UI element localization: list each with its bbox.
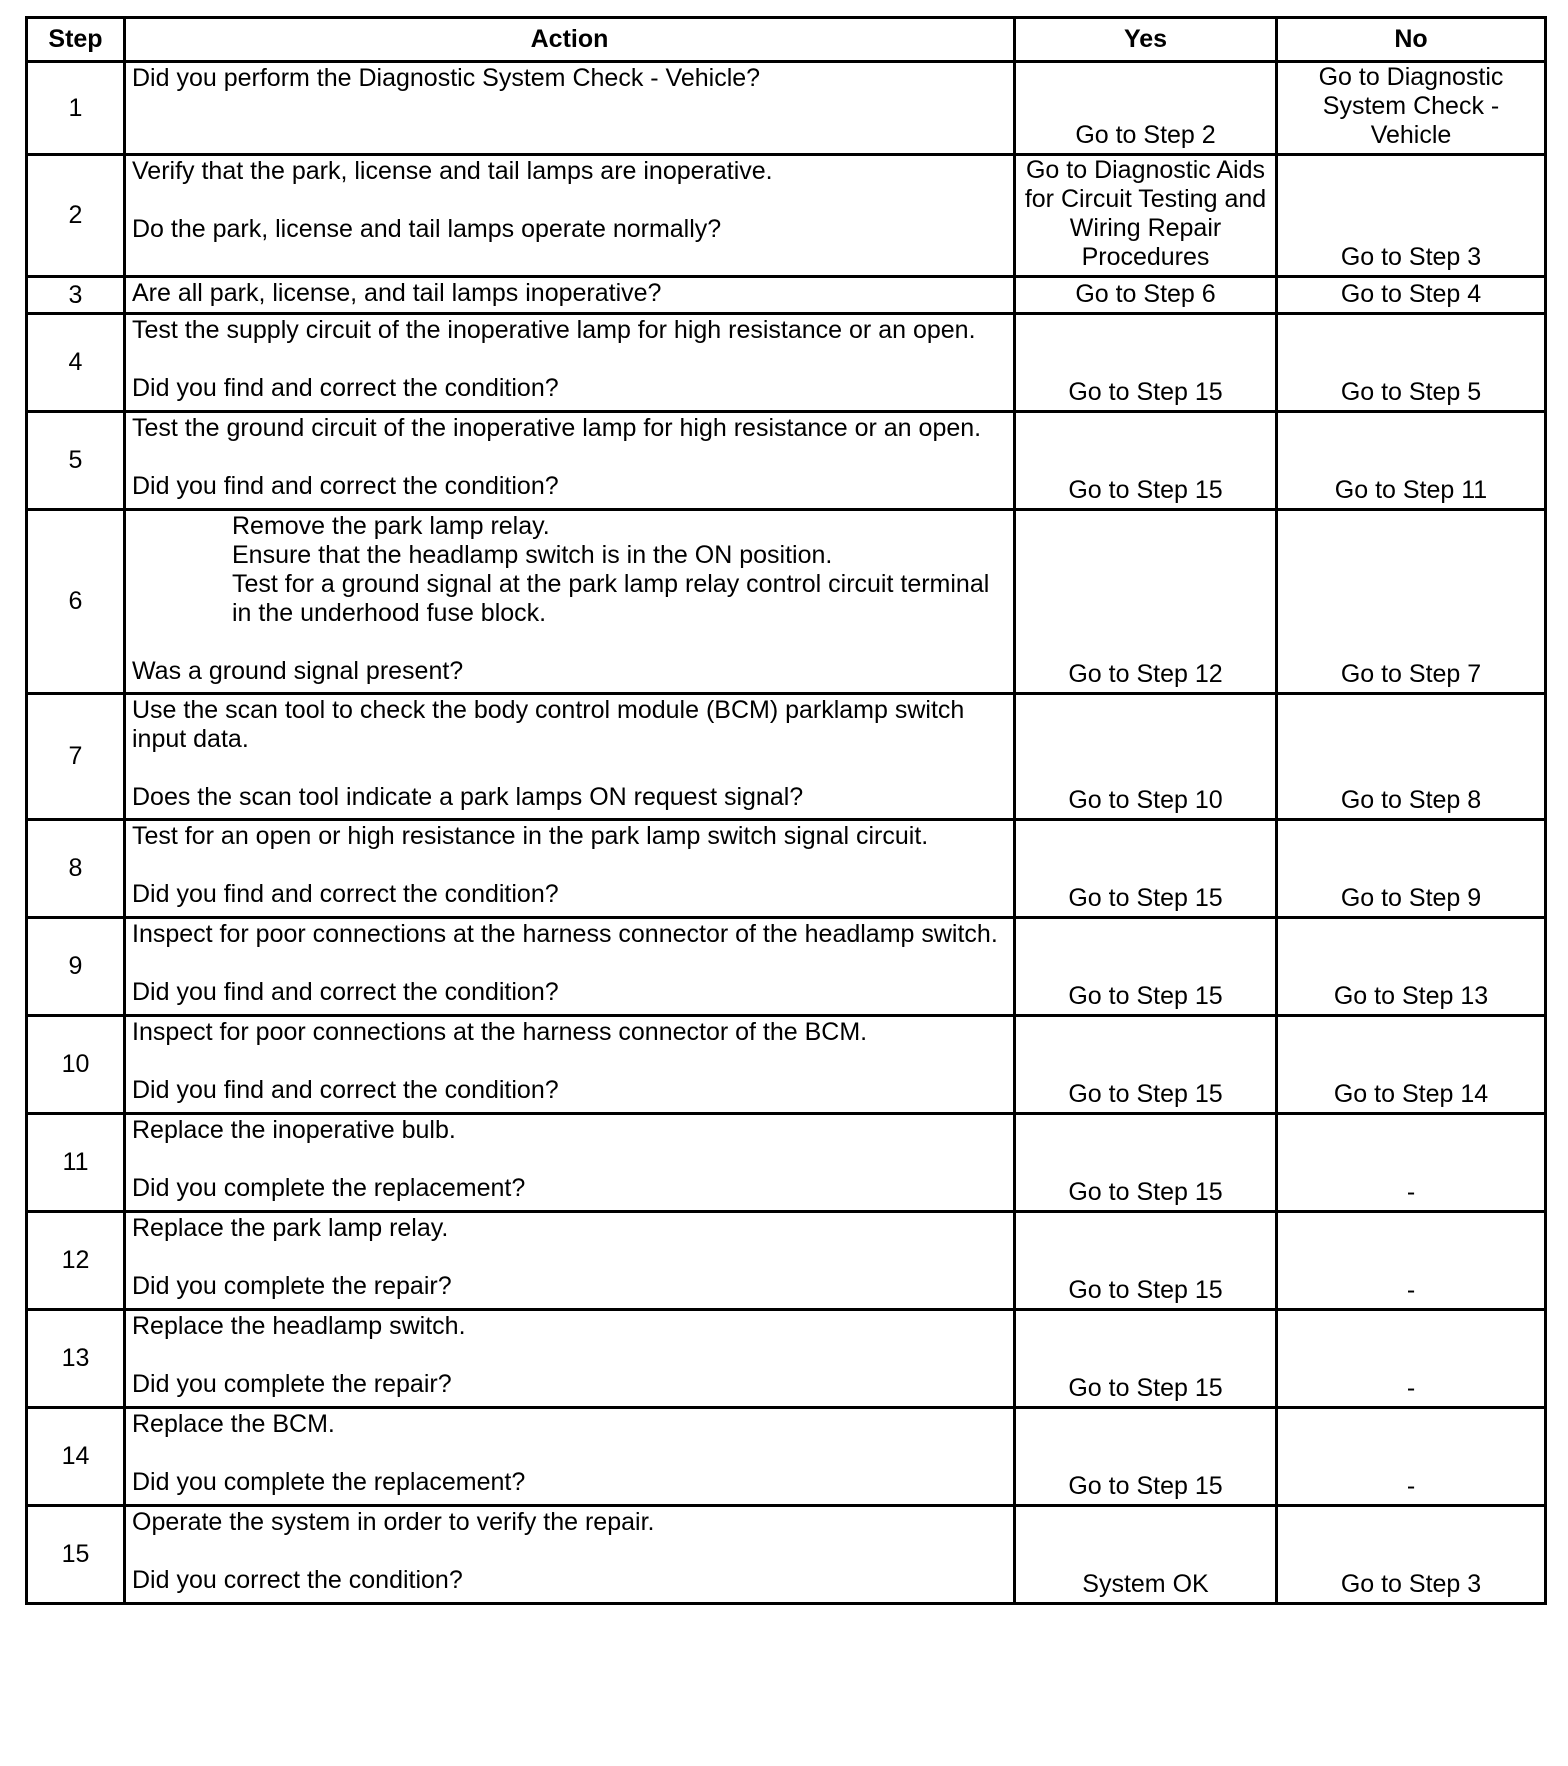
yes-cell: Go to Step 2 [1015, 62, 1277, 155]
table-row [27, 277, 1546, 314]
no-cell: Go to Step 5 [1277, 314, 1546, 412]
spacer [132, 1439, 1007, 1468]
step-number: 3 [27, 277, 125, 314]
step-number: 6 [27, 510, 125, 694]
action-text: Operate the system in order to verify the repair. [132, 1508, 655, 1536]
action-cell [125, 1212, 1015, 1310]
step-number: 11 [27, 1114, 125, 1212]
spacer [132, 949, 1007, 978]
spacer [132, 1047, 1007, 1076]
action-text: Inspect for poor connections at the harness connector of the headlamp switch. [132, 920, 998, 948]
spacer [132, 1537, 1007, 1566]
table-row [27, 1310, 1546, 1408]
yes-cell: Go to Diagnostic Aids for Circuit Testing and Wiring Repair Procedures [1015, 155, 1277, 277]
action-question: Did you find and correct the condition? [132, 978, 559, 1006]
yes-cell: Go to Step 15 [1015, 1016, 1277, 1114]
action-question: Did you complete the replacement? [132, 1174, 526, 1202]
table-row [27, 1408, 1546, 1506]
header-no: No [1277, 18, 1546, 62]
table-row [27, 918, 1546, 1016]
spacer [132, 1243, 1007, 1272]
action-text: Did you perform the Diagnostic System Check - Vehicle? [132, 64, 761, 92]
step-number: 5 [27, 412, 125, 510]
no-cell: Go to Step 8 [1277, 694, 1546, 820]
action-text: Inspect for poor connections at the harness connector of the BCM. [132, 1018, 868, 1046]
table-row [27, 1114, 1546, 1212]
header-step: Step [27, 18, 125, 62]
action-question: Did you find and correct the condition? [132, 374, 559, 402]
spacer [132, 754, 1007, 783]
spacer [132, 345, 1007, 374]
no-cell: - [1277, 1310, 1546, 1408]
action-cell [125, 510, 1015, 694]
action-text: Test for a ground signal at the park lamp relay control circuit terminal in the underhood fuse block. [232, 570, 990, 627]
action-text: Replace the inoperative bulb. [132, 1116, 456, 1144]
step-number: 1 [27, 62, 125, 155]
table-row [27, 694, 1546, 820]
yes-cell: Go to Step 12 [1015, 510, 1277, 694]
spacer [132, 1145, 1007, 1174]
table-row [27, 314, 1546, 412]
header-row [27, 18, 1546, 62]
no-cell: Go to Step 9 [1277, 820, 1546, 918]
header-action: Action [125, 18, 1015, 62]
action-text: Are all park, license, and tail lamps inoperative? [132, 279, 662, 307]
action-text: Replace the park lamp relay. [132, 1214, 449, 1242]
action-cell [125, 820, 1015, 918]
action-text: Replace the headlamp switch. [132, 1312, 466, 1340]
step-number: 7 [27, 694, 125, 820]
action-question: Did you complete the repair? [132, 1370, 452, 1398]
action-question: Did you find and correct the condition? [132, 880, 559, 908]
action-question: Did you find and correct the condition? [132, 472, 559, 500]
action-text: Ensure that the headlamp switch is in the ON position. [232, 541, 833, 569]
spacer [132, 628, 1007, 657]
action-cell [125, 918, 1015, 1016]
action-question: Did you complete the replacement? [132, 1468, 526, 1496]
yes-cell: Go to Step 15 [1015, 314, 1277, 412]
yes-cell: Go to Step 15 [1015, 1408, 1277, 1506]
yes-cell: Go to Step 15 [1015, 820, 1277, 918]
action-cell [125, 62, 1015, 155]
step-number: 4 [27, 314, 125, 412]
action-cell [125, 1016, 1015, 1114]
action-question: Did you correct the condition? [132, 1566, 463, 1594]
no-cell: Go to Step 4 [1277, 277, 1546, 314]
action-question: Does the scan tool indicate a park lamps ON request signal? [132, 783, 804, 811]
step-number: 12 [27, 1212, 125, 1310]
step-number: 13 [27, 1310, 125, 1408]
action-cell [125, 1408, 1015, 1506]
yes-cell: Go to Step 15 [1015, 1310, 1277, 1408]
header-yes: Yes [1015, 18, 1277, 62]
no-cell: Go to Step 13 [1277, 918, 1546, 1016]
no-cell: - [1277, 1408, 1546, 1506]
yes-cell: Go to Step 15 [1015, 1114, 1277, 1212]
yes-cell: Go to Step 15 [1015, 412, 1277, 510]
no-cell: - [1277, 1212, 1546, 1310]
no-cell: Go to Step 14 [1277, 1016, 1546, 1114]
action-text: Replace the BCM. [132, 1410, 335, 1438]
spacer [132, 443, 1007, 472]
yes-cell: Go to Step 15 [1015, 918, 1277, 1016]
table-row [27, 510, 1546, 694]
action-question: Did you find and correct the condition? [132, 1076, 559, 1104]
step-number: 2 [27, 155, 125, 277]
no-cell: - [1277, 1114, 1546, 1212]
spacer [132, 186, 1007, 215]
diagnostic-page [25, 16, 1547, 1605]
yes-cell: Go to Step 15 [1015, 1212, 1277, 1310]
step-number: 8 [27, 820, 125, 918]
action-cell [125, 314, 1015, 412]
step-number: 14 [27, 1408, 125, 1506]
table-row [27, 1016, 1546, 1114]
action-text: Use the scan tool to check the body control module (BCM) parklamp switch input data. [132, 696, 965, 753]
action-text: Test the supply circuit of the inoperative lamp for high resistance or an open. [132, 316, 976, 344]
step-number: 15 [27, 1506, 125, 1604]
table-row [27, 1212, 1546, 1310]
action-text: Verify that the park, license and tail lamps are inoperative. [132, 157, 773, 185]
step-number: 9 [27, 918, 125, 1016]
step-number: 10 [27, 1016, 125, 1114]
action-question: Do the park, license and tail lamps operate normally? [132, 215, 722, 243]
action-cell [125, 694, 1015, 820]
action-text: Test for an open or high resistance in the park lamp switch signal circuit. [132, 822, 929, 850]
yes-cell: Go to Step 10 [1015, 694, 1277, 820]
action-cell [125, 277, 1015, 314]
action-cell [125, 1114, 1015, 1212]
table-row [27, 155, 1546, 277]
yes-cell: System OK [1015, 1506, 1277, 1604]
action-cell [125, 412, 1015, 510]
diagnostic-table [25, 16, 1547, 1605]
action-text: Remove the park lamp relay. [232, 512, 550, 540]
table-row [27, 412, 1546, 510]
no-cell: Go to Step 11 [1277, 412, 1546, 510]
action-question: Was a ground signal present? [132, 657, 464, 685]
no-cell: Go to Step 7 [1277, 510, 1546, 694]
table-row [27, 1506, 1546, 1604]
table-row [27, 62, 1546, 155]
action-cell [125, 1310, 1015, 1408]
spacer [132, 1341, 1007, 1370]
no-cell: Go to Step 3 [1277, 155, 1546, 277]
table-row [27, 820, 1546, 918]
action-text: Test the ground circuit of the inoperative lamp for high resistance or an open. [132, 414, 982, 442]
spacer [132, 851, 1007, 880]
no-cell: Go to Diagnostic System Check - Vehicle [1277, 62, 1546, 155]
action-cell [125, 155, 1015, 277]
no-cell: Go to Step 3 [1277, 1506, 1546, 1604]
yes-cell: Go to Step 6 [1015, 277, 1277, 314]
action-question: Did you complete the repair? [132, 1272, 452, 1300]
action-cell [125, 1506, 1015, 1604]
